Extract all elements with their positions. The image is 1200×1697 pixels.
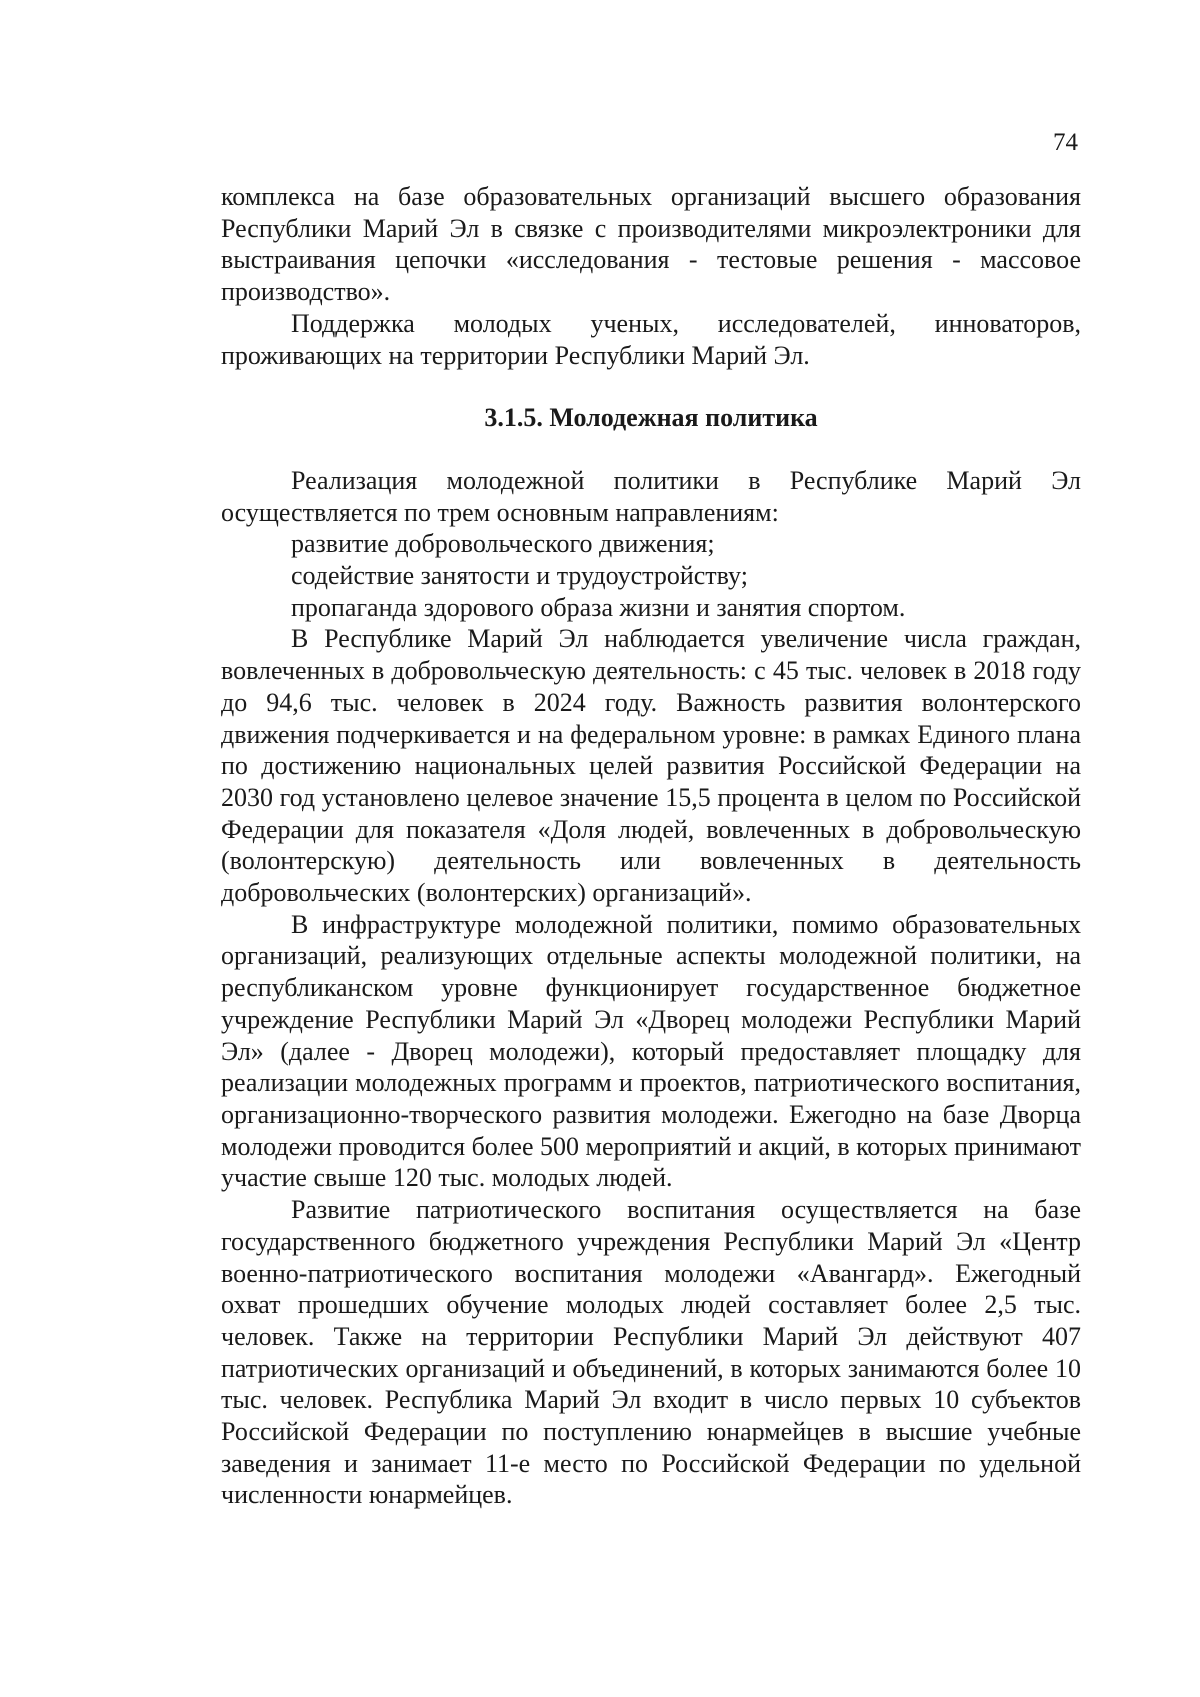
direction-item: пропаганда здорового образа жизни и занятия спортом. (291, 592, 906, 622)
paragraph-continuation: комплекса на базе образовательных организаций высшего образования Республики Марий Эл в связке с производителями микроэлектроники для выстраивания цепочки «исследования - тестовые решения - массовое производство». (221, 182, 1081, 307)
paragraph-patriotic: Развитие патриотического воспитания осуществляется на базе государственного бюджетного учреждения Республики Марий Эл «Центр военно-патриотического воспитания молодежи «Авангард». Ежегодный охват прошедших обучение молодых людей составляет более 2,5 тыс. человек. Также на территории Республики Марий Эл действуют 407 патриотических организаций и объединений, в которых занимаются более 10 тыс. человек. Республика Марий Эл входит в число первых 10 субъектов Российской Федерации по поступлению юнармейцев в высшие учебные заведения и занимает 11-е место по Российской Федерации по удельной численности юнармейцев. (221, 1195, 1081, 1510)
page-number: 74 (1053, 129, 1078, 156)
paragraph-infrastructure: В инфраструктуре молодежной политики, помимо образовательных организаций, реализующих отдельные аспекты молодежной политики, на республиканском уровне функционирует государственное бюджетное учреждение Республики Марий Эл «Дворец молодежи Республики Марий Эл» (далее - Дворец молодежи), который предоставляет площадку для реализации молодежных программ и проектов, патриотического воспитания, организационно-творческого развития молодежи. Ежегодно на базе Дворца молодежи проводится более 500 мероприятий и акций, в которых принимают участие свыше 120 тыс. молодых людей. (221, 909, 1081, 1193)
direction-item: развитие добровольческого движения; (291, 529, 715, 559)
paragraph-support: Поддержка молодых ученых, исследователей, инноваторов, проживающих на территории Республики Марий Эл. (221, 308, 1081, 370)
paragraph-intro: Реализация молодежной политики в Республике Марий Эл осуществляется по трем основным направлениям: (221, 465, 1081, 527)
section-heading: 3.1.5. Молодежная политика (484, 403, 818, 433)
paragraph-volunteers: В Республике Марий Эл наблюдается увеличение числа граждан, вовлеченных в добровольческую деятельность: с 45 тыс. человек в 2018 году до 94,6 тыс. человек в 2024 году. Важность развития волонтерского движения подчеркивается и на федеральном уровне: в рамках Единого плана по достижению национальных целей развития Российской Федерации на 2030 год установлено целевое значение 15,5 процента в целом по Российской Федерации для показателя «Доля людей, вовлеченных в добровольческую (волонтерскую) деятельность или вовлеченных в деятельность добровольческих (волонтерских) организаций». (221, 624, 1081, 908)
document-body (221, 181, 1081, 1511)
direction-item: содействие занятости и трудоустройству; (291, 561, 748, 591)
